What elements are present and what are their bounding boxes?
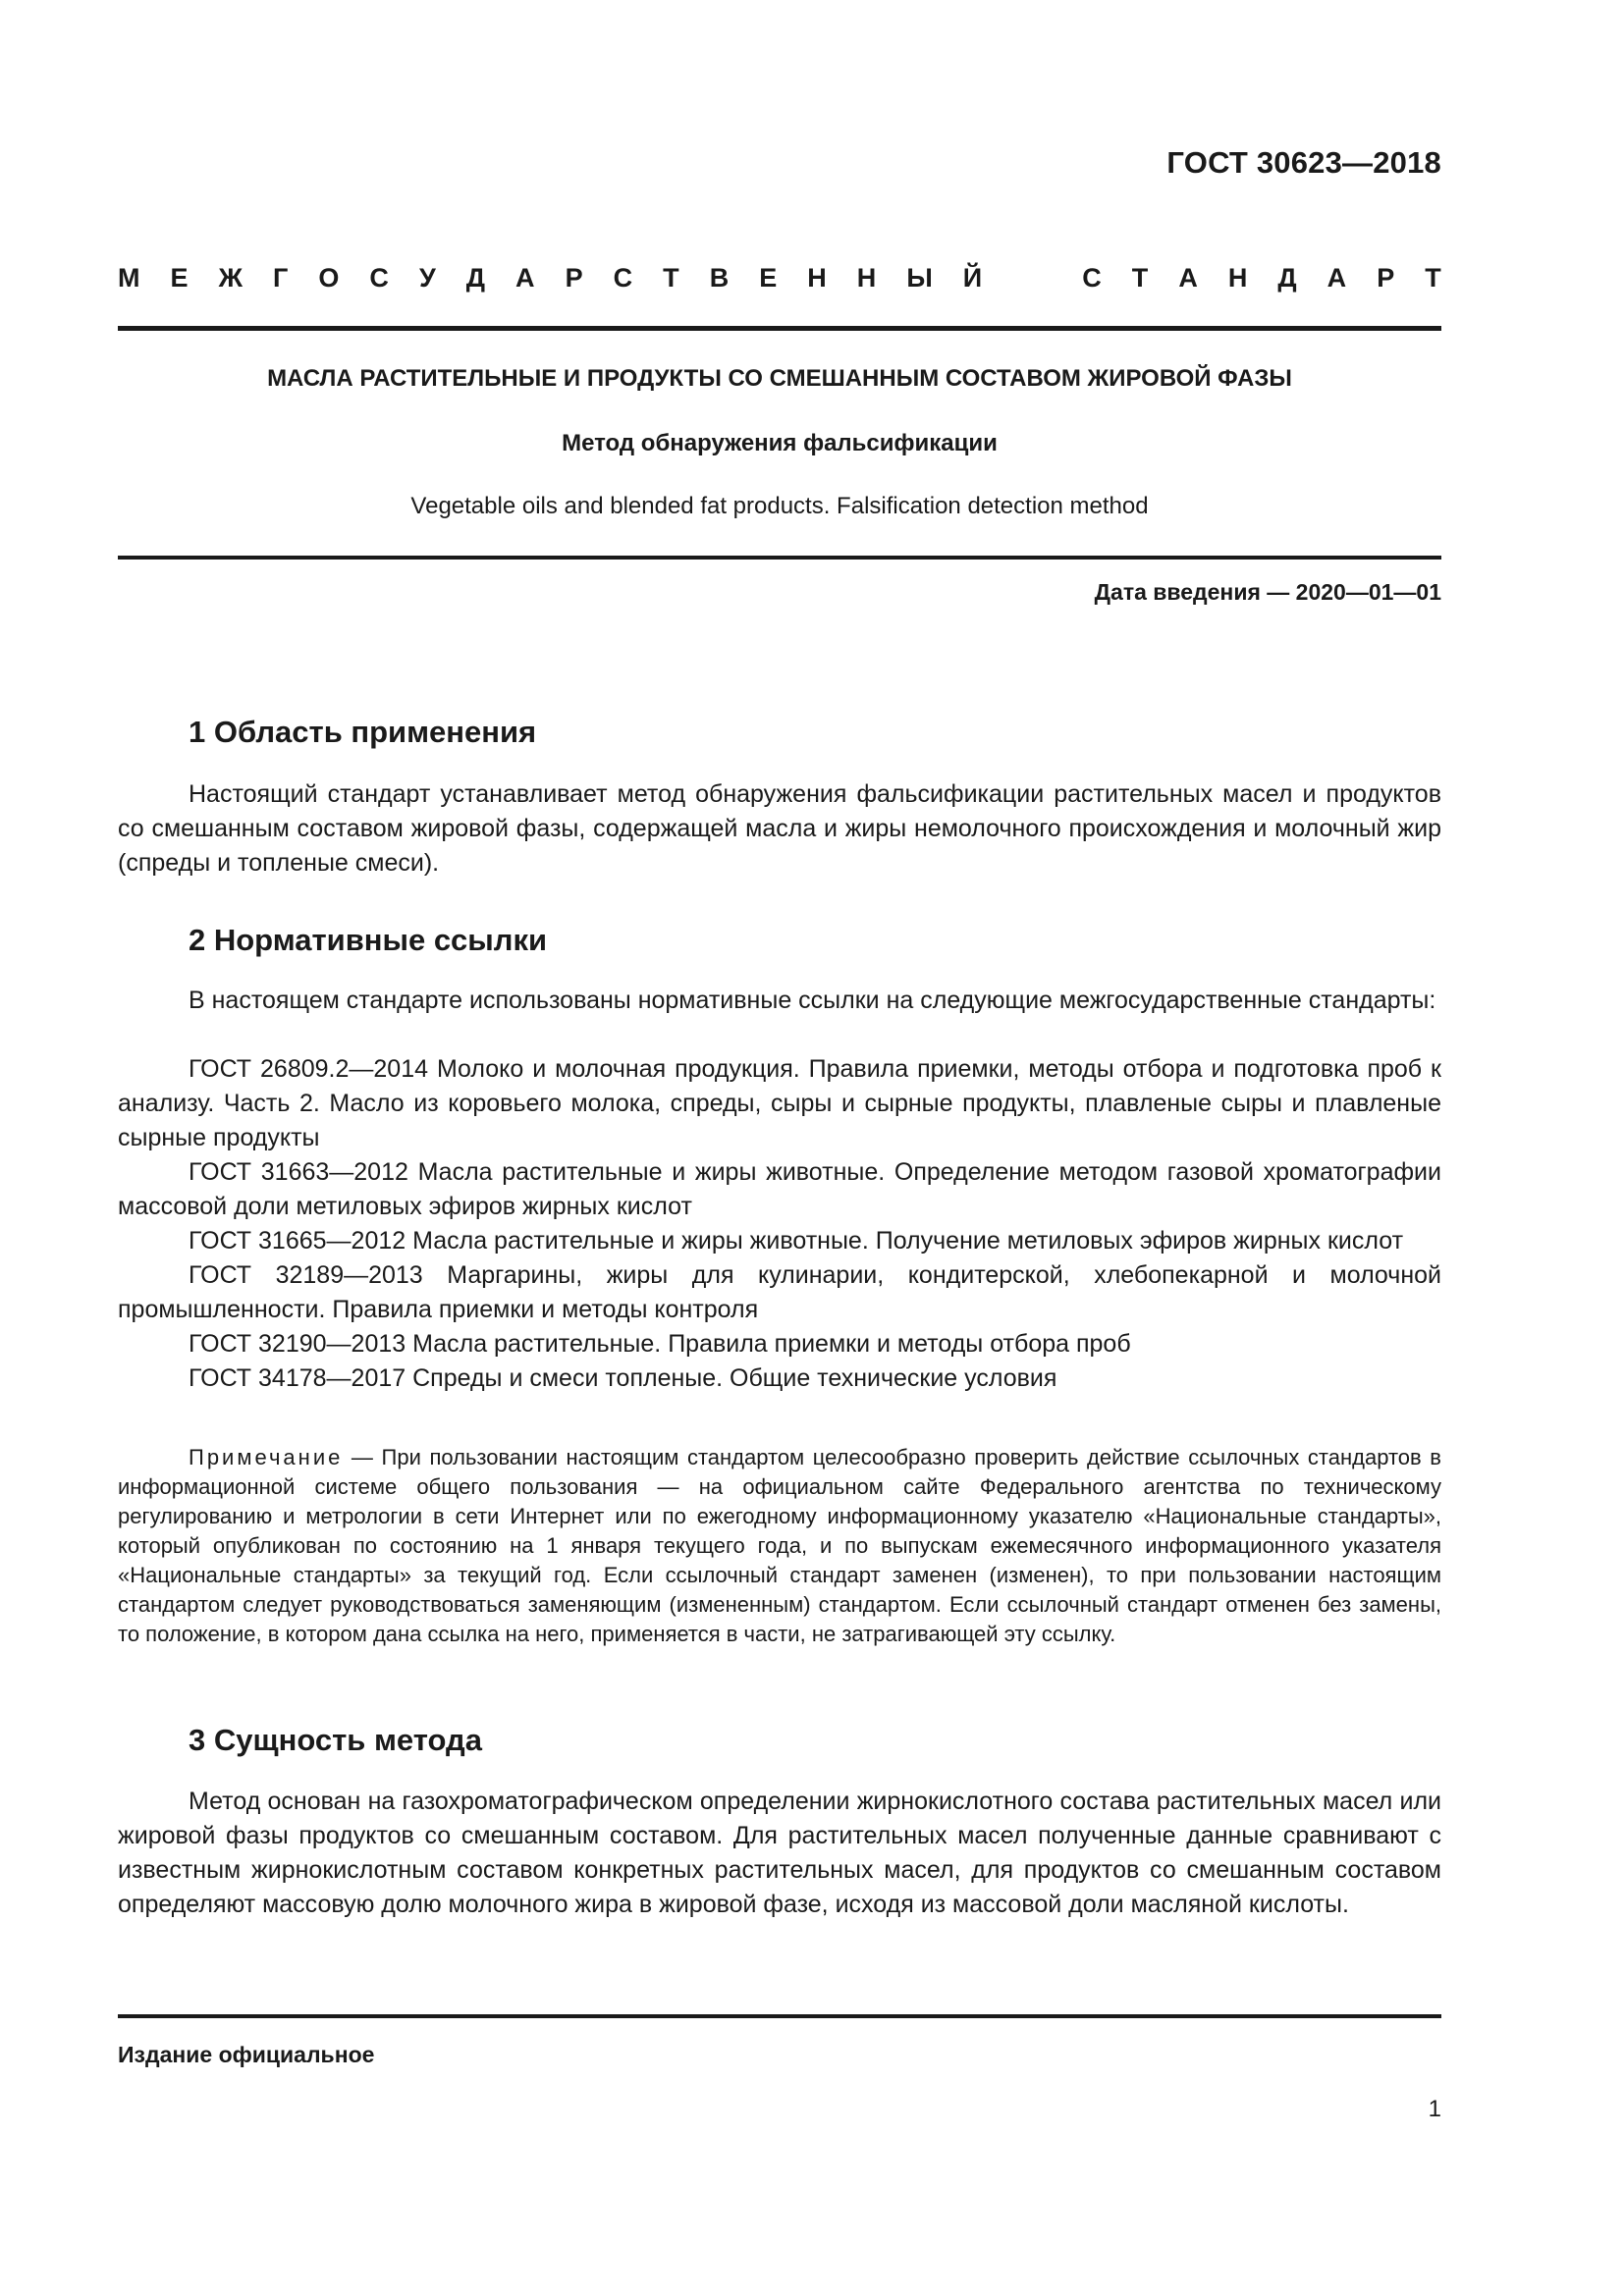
banner-letter: В bbox=[709, 263, 730, 293]
reference-item: ГОСТ 34178—2017 Спреды и смеси топленые. Общие технические условия bbox=[189, 1364, 1057, 1392]
section-heading-scope: 1 Область применения bbox=[189, 715, 537, 749]
page-number: 1 bbox=[1428, 2096, 1441, 2122]
banner-letter: Д bbox=[1277, 263, 1297, 293]
banner-letter: Р bbox=[565, 263, 583, 293]
section-text-references: В настоящем стандарте использованы нормативные ссылки на следующие межгосударственные стандарты: bbox=[189, 987, 1436, 1014]
banner-letter: Н bbox=[807, 263, 827, 293]
introduction-date: Дата введения — 2020—01—01 bbox=[1094, 579, 1441, 605]
banner-letter: Й bbox=[962, 263, 983, 293]
banner-letter: Т bbox=[1131, 263, 1149, 293]
banner-letter: Е bbox=[759, 263, 778, 293]
document-title-english: Vegetable oils and blended fat products. Falsification detection method bbox=[410, 493, 1149, 519]
reference-item: ГОСТ 31665—2012 Масла растительные и жиры животные. Получение метиловых эфиров жирных кислот bbox=[189, 1227, 1404, 1255]
section-heading-references: 2 Нормативные ссылки bbox=[189, 923, 548, 957]
banner-letter: С bbox=[369, 263, 389, 293]
banner-letter: Ы bbox=[906, 263, 933, 293]
title-divider bbox=[118, 556, 1441, 560]
note-text: — При пользовании настоящим стандартом целесообразно проверить действие ссылочных стандартов в информационной системе общего пользования — на официальном сайте Федерального агентства по техническому регулированию и метрологии в сети Интернет или по ежегодному информационному указателю «Национальные стандарты», который опубликован по состоянию на 1 января текущего года, и по выпускам ежемесячного информационного указателя «Национальные стандарты» за текущий год. Если ссылочный стандарт заменен (изменен), то при пользовании настоящим стандартом следует руководствоваться заменяющим (измененным) стандартом. Если ссылочный стандарт отменен без замены, то положение, в котором дана ссылка на него, применяется в части, не затрагивающей эту ссылку. bbox=[118, 1445, 1441, 1646]
section-text-scope: Настоящий стандарт устанавливает метод обнаружения фальсификации растительных масел и продуктов со смешанным составом жировой фазы, содержащей масла и жиры немолочного происхождения и молочный жир (спреды и топленые смеси). bbox=[118, 780, 1441, 877]
banner-letter: А bbox=[515, 263, 535, 293]
banner-letter: Н bbox=[1227, 263, 1248, 293]
banner-letter: Н bbox=[856, 263, 877, 293]
footer-divider bbox=[118, 2014, 1441, 2018]
document-page bbox=[118, 0, 1441, 2296]
banner-letter: А bbox=[1178, 263, 1198, 293]
section-text-method: Метод основан на газохроматографическом определении жирнокислотного состава растительных масел или жировой фазы продуктов со смешанным составом. Для растительных масел полученные данные сравнивают с известным жирнокислотным составом конкретных растительных масел, для продуктов со смешанным составом определяют массовую долю молочного жира в жировой фазе, исходя из массовой доли масляной кислоты. bbox=[118, 1788, 1441, 1918]
document-title: МАСЛА РАСТИТЕЛЬНЫЕ И ПРОДУКТЫ СО СМЕШАННЫМ СОСТАВОМ ЖИРОВОЙ ФАЗЫ bbox=[267, 365, 1292, 392]
banner-letter: Е bbox=[170, 263, 189, 293]
banner-letter: Г bbox=[273, 263, 289, 293]
reference-item: ГОСТ 26809.2—2014 Молоко и молочная продукция. Правила приемки, методы отбора и подготовка проб к анализу. Часть 2. Масло из коровьего молока, спреды, сыры и сырные продукты, плавленые сыры и плавленые сырные продукты bbox=[118, 1055, 1441, 1151]
banner-letter: О bbox=[318, 263, 340, 293]
banner-letter: М bbox=[118, 263, 140, 293]
banner-letter: А bbox=[1326, 263, 1347, 293]
banner-letter: Р bbox=[1377, 263, 1395, 293]
banner-letter: У bbox=[418, 263, 436, 293]
banner-letter: Т bbox=[1425, 263, 1441, 293]
header-divider bbox=[118, 326, 1441, 331]
reference-note bbox=[118, 1443, 1441, 1649]
reference-item: ГОСТ 32189—2013 Маргарины, жиры для кулинарии, кондитерской, хлебопекарной и молочной промышленности. Правила приемки и методы контроля bbox=[118, 1261, 1441, 1323]
banner-gap bbox=[1012, 263, 1052, 294]
reference-item: ГОСТ 31663—2012 Масла растительные и жиры животные. Определение методом газовой хроматографии массовой доли метиловых эфиров жирных кислот bbox=[118, 1158, 1441, 1220]
banner-letter: Д bbox=[465, 263, 486, 293]
document-number: ГОСТ 30623—2018 bbox=[1166, 145, 1441, 180]
document-subtitle: Метод обнаружения фальсификации bbox=[562, 430, 998, 456]
banner-letter: Т bbox=[663, 263, 679, 293]
banner-letter: Ж bbox=[218, 263, 243, 293]
interstate-standard-banner bbox=[118, 263, 1441, 294]
reference-item: ГОСТ 32190—2013 Масла растительные. Правила приемки и методы отбора проб bbox=[189, 1330, 1131, 1358]
note-label: Примечание bbox=[189, 1445, 344, 1469]
banner-letter: С bbox=[1082, 263, 1102, 293]
section-heading-method: 3 Сущность метода bbox=[189, 1723, 482, 1757]
banner-letter: С bbox=[613, 263, 633, 293]
reference-list bbox=[118, 1052, 1441, 1396]
official-edition-label: Издание официальное bbox=[118, 2042, 375, 2067]
